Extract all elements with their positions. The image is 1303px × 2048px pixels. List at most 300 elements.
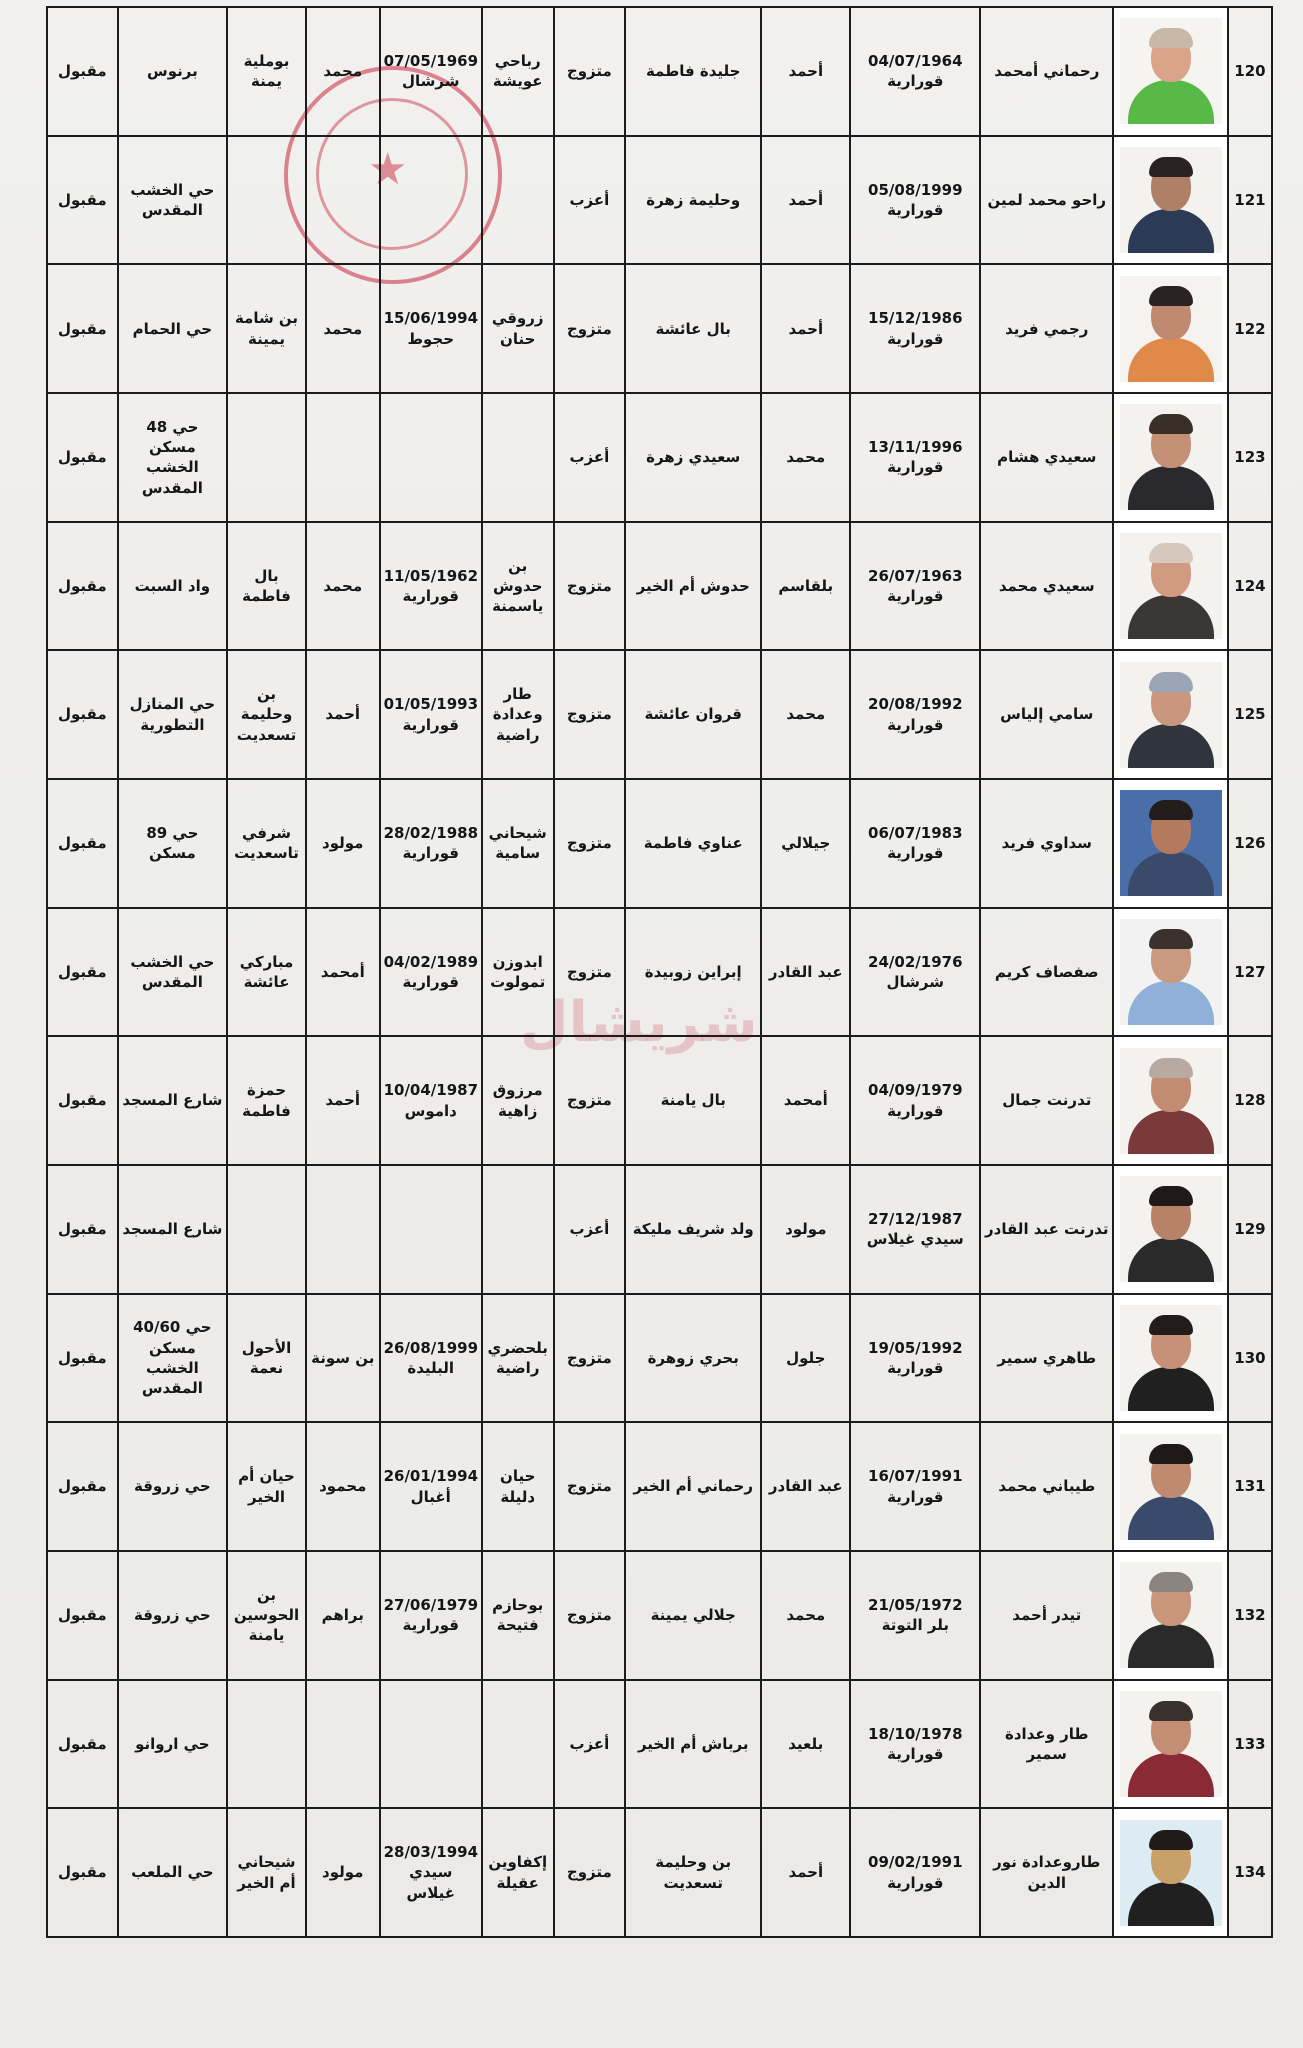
row-number-cell	[1228, 1551, 1272, 1680]
father-name-cell	[761, 522, 850, 651]
spouse-father-cell	[306, 1422, 380, 1551]
decision-text: مقبول	[57, 448, 107, 467]
spouse-birth-cell	[380, 650, 482, 779]
spouse-birth-place: داموس	[404, 1101, 457, 1120]
mother-name-cell	[625, 779, 761, 908]
photo-shirt	[1128, 852, 1214, 896]
row-number-text: 125	[1234, 705, 1266, 724]
spouse-father-text: محمد	[323, 576, 363, 595]
spouse-mother-text: مباركي عائشة	[239, 952, 294, 991]
spouse-mother-text: شرفي تاسعديت	[234, 824, 299, 863]
full-name-text: راحو محمد لمين	[987, 190, 1107, 209]
spouse-mother-cell	[227, 393, 306, 522]
photo-shirt	[1128, 981, 1214, 1025]
father-name-cell	[761, 7, 850, 136]
spouse-father-text: أمحمد	[320, 962, 365, 981]
mother-name-cell	[625, 264, 761, 393]
person-photo	[1120, 1305, 1222, 1411]
row-number-cell	[1228, 779, 1272, 908]
address-text: حي الخشب المقدس	[130, 952, 215, 991]
father-name-text: محمد	[786, 448, 826, 467]
mother-name-text: حدوش أم الخير	[636, 576, 750, 595]
spouse-name-cell	[482, 908, 554, 1037]
address-text: حي زروقة	[133, 1477, 211, 1496]
decision-cell	[47, 650, 118, 779]
birth-date-text: 13/11/1996	[868, 438, 963, 457]
row-number-cell	[1228, 136, 1272, 265]
birth-cell	[850, 7, 980, 136]
decision-text: مقبول	[57, 319, 107, 338]
person-photo	[1120, 1176, 1222, 1282]
row-number-text: 133	[1234, 1734, 1266, 1753]
table-row	[47, 393, 1272, 522]
spouse-mother-cell	[227, 1294, 306, 1423]
birth-place-text: قورارية	[887, 458, 944, 477]
photo-shirt	[1128, 338, 1214, 382]
full-name-cell	[980, 908, 1113, 1037]
spouse-father-cell	[306, 393, 380, 522]
spouse-birth-date: 26/01/1994	[383, 1467, 479, 1486]
row-number-text: 124	[1234, 576, 1266, 595]
marital-status-cell	[554, 393, 626, 522]
table-row	[47, 264, 1272, 393]
address-text: حي 40/60 مسكن الخشب المقدس	[133, 1318, 212, 1398]
marital-status-text: متزوج	[566, 1091, 612, 1110]
photo-hair	[1149, 1830, 1193, 1850]
father-name-text: محمد	[786, 705, 826, 724]
address-cell	[118, 1680, 228, 1809]
spouse-name-cell	[482, 1422, 554, 1551]
spouse-mother-cell	[227, 1422, 306, 1551]
spouse-name-cell	[482, 1294, 554, 1423]
decision-cell	[47, 908, 118, 1037]
spouse-name-cell	[482, 650, 554, 779]
person-photo	[1120, 1691, 1222, 1797]
spouse-birth-date: 01/05/1993	[383, 695, 479, 714]
spouse-father-cell	[306, 1165, 380, 1294]
birth-cell	[850, 1808, 980, 1937]
row-number-cell	[1228, 7, 1272, 136]
spouse-father-cell	[306, 908, 380, 1037]
full-name-cell	[980, 1165, 1113, 1294]
address-text: حي 89 مسكن	[146, 824, 199, 863]
decision-cell	[47, 7, 118, 136]
marital-status-text: متزوج	[566, 1606, 612, 1625]
address-text: شارع المسجد	[122, 1091, 223, 1110]
marital-status-text: أعزب	[569, 190, 610, 209]
spouse-father-text: براهم	[321, 1606, 364, 1625]
marital-status-cell	[554, 7, 626, 136]
full-name-cell	[980, 650, 1113, 779]
decision-cell	[47, 1036, 118, 1165]
father-name-cell	[761, 1036, 850, 1165]
birth-place-text: قورارية	[887, 844, 944, 863]
birth-cell	[850, 779, 980, 908]
spouse-mother-cell	[227, 1680, 306, 1809]
father-name-cell	[761, 1551, 850, 1680]
mother-name-cell	[625, 1165, 761, 1294]
address-cell	[118, 1551, 228, 1680]
row-number-text: 123	[1234, 448, 1266, 467]
spouse-birth-cell	[380, 522, 482, 651]
spouse-birth-place: شرشال	[402, 72, 460, 91]
birth-place-text: قورارية	[887, 72, 944, 91]
spouse-name-cell	[482, 779, 554, 908]
address-cell	[118, 650, 228, 779]
decision-text: مقبول	[57, 1220, 107, 1239]
decision-text: مقبول	[57, 1606, 107, 1625]
photo-hair	[1149, 1444, 1193, 1464]
father-name-cell	[761, 1808, 850, 1937]
spouse-mother-cell	[227, 7, 306, 136]
address-cell	[118, 136, 228, 265]
spouse-mother-text: حمزة فاطمة	[242, 1081, 291, 1120]
decision-text: مقبول	[57, 705, 107, 724]
birth-date-text: 19/05/1992	[868, 1338, 963, 1357]
address-text: حي الخشب المقدس	[130, 180, 215, 219]
spouse-mother-cell	[227, 908, 306, 1037]
decision-text: مقبول	[57, 962, 107, 981]
table-row	[47, 1680, 1272, 1809]
mother-name-text: عناوي فاطمة	[643, 834, 743, 853]
birth-date-text: 15/12/1986	[868, 309, 963, 328]
spouse-name-text: رباحي عويشة	[492, 52, 543, 91]
full-name-cell	[980, 7, 1113, 136]
decision-text: مقبول	[57, 1091, 107, 1110]
photo-cell	[1113, 1551, 1228, 1680]
marital-status-text: متزوج	[566, 705, 612, 724]
decision-text: مقبول	[57, 834, 107, 853]
row-number-cell	[1228, 1422, 1272, 1551]
address-cell	[118, 264, 228, 393]
row-number-text: 128	[1234, 1091, 1266, 1110]
spouse-mother-cell	[227, 136, 306, 265]
birth-cell	[850, 1036, 980, 1165]
table-row	[47, 1551, 1272, 1680]
father-name-text: أحمد	[788, 319, 824, 338]
full-name-text: طاهري سمير	[997, 1348, 1097, 1367]
mother-name-cell	[625, 650, 761, 779]
decision-cell	[47, 264, 118, 393]
birth-date-text: 26/07/1963	[868, 566, 963, 585]
spouse-name-text: بلحضري راضية	[487, 1338, 548, 1377]
decision-text: مقبول	[57, 576, 107, 595]
birth-place-text: قورارية	[887, 329, 944, 348]
spouse-name-cell	[482, 1036, 554, 1165]
mother-name-cell	[625, 7, 761, 136]
address-cell	[118, 522, 228, 651]
marital-status-cell	[554, 264, 626, 393]
person-photo	[1120, 147, 1222, 253]
spouse-birth-date: 10/04/1987	[383, 1081, 479, 1100]
photo-hair	[1149, 929, 1193, 949]
spouse-birth-date: 11/05/1962	[383, 566, 479, 585]
birth-date-text: 20/08/1992	[868, 695, 963, 714]
row-number-cell	[1228, 264, 1272, 393]
marital-status-text: أعزب	[569, 448, 610, 467]
photo-cell	[1113, 1165, 1228, 1294]
marital-status-cell	[554, 522, 626, 651]
person-photo	[1120, 1048, 1222, 1154]
row-number-text: 130	[1234, 1348, 1266, 1367]
table-row	[47, 7, 1272, 136]
birth-cell	[850, 1422, 980, 1551]
full-name-text: صفصاف كريم	[994, 962, 1099, 981]
birth-place-text: قورارية	[887, 1744, 944, 1763]
spouse-name-cell	[482, 1680, 554, 1809]
spouse-father-cell	[306, 136, 380, 265]
photo-hair	[1149, 1701, 1193, 1721]
father-name-text: بلعيد	[788, 1734, 824, 1753]
spouse-name-text: مرزوق زاهية	[492, 1081, 543, 1120]
marital-status-text: أعزب	[569, 1220, 610, 1239]
birth-cell	[850, 908, 980, 1037]
address-text: واد السبت	[134, 576, 211, 595]
decision-cell	[47, 779, 118, 908]
spouse-name-cell	[482, 1808, 554, 1937]
spouse-birth-cell	[380, 264, 482, 393]
row-number-text: 122	[1234, 319, 1266, 338]
spouse-birth-cell	[380, 908, 482, 1037]
birth-cell	[850, 1551, 980, 1680]
row-number-text: 131	[1234, 1477, 1266, 1496]
spouse-birth-place: أغبال	[410, 1487, 451, 1506]
roster-body	[47, 7, 1272, 1937]
full-name-cell	[980, 1808, 1113, 1937]
address-text: برنوس	[147, 62, 198, 81]
spouse-name-cell	[482, 1165, 554, 1294]
mother-name-text: بال عائشة	[655, 319, 731, 338]
father-name-text: محمد	[786, 1606, 826, 1625]
spouse-birth-cell	[380, 393, 482, 522]
spouse-name-text: شيحاني سامية	[488, 824, 547, 863]
photo-shirt	[1128, 1496, 1214, 1540]
photo-cell	[1113, 522, 1228, 651]
decision-text: مقبول	[57, 190, 107, 209]
marital-status-cell	[554, 779, 626, 908]
father-name-text: جلول	[786, 1348, 826, 1367]
mother-name-cell	[625, 393, 761, 522]
mother-name-text: وحليمة زهرة	[646, 190, 741, 209]
row-number-text: 127	[1234, 962, 1266, 981]
spouse-mother-cell	[227, 1808, 306, 1937]
photo-cell	[1113, 1294, 1228, 1423]
full-name-cell	[980, 264, 1113, 393]
row-number-text: 132	[1234, 1606, 1266, 1625]
birth-cell	[850, 1680, 980, 1809]
spouse-name-cell	[482, 1551, 554, 1680]
marital-status-cell	[554, 650, 626, 779]
spouse-birth-cell	[380, 1680, 482, 1809]
decision-text: مقبول	[57, 1863, 107, 1882]
father-name-cell	[761, 908, 850, 1037]
person-photo	[1120, 18, 1222, 124]
marital-status-cell	[554, 908, 626, 1037]
mother-name-text: رحماني أم الخير	[633, 1477, 753, 1496]
decision-text: مقبول	[57, 1734, 107, 1753]
decision-cell	[47, 1422, 118, 1551]
photo-shirt	[1128, 1110, 1214, 1154]
spouse-birth-date: 27/06/1979	[383, 1595, 479, 1614]
spouse-mother-text: بن وحليمة تسعديت	[236, 685, 297, 744]
mother-name-text: برباش أم الخير	[637, 1734, 749, 1753]
spouse-father-cell	[306, 779, 380, 908]
mother-name-text: قروان عائشة	[644, 705, 742, 724]
birth-place-text: قورارية	[887, 1873, 944, 1892]
marital-status-text: متزوج	[566, 962, 612, 981]
row-number-cell	[1228, 908, 1272, 1037]
spouse-birth-cell	[380, 7, 482, 136]
birth-place-text: قورارية	[887, 200, 944, 219]
full-name-text: سامي إلياس	[1000, 705, 1094, 724]
spouse-birth-date: 26/08/1999	[383, 1338, 479, 1357]
mother-name-text: إبراين زوبيدة	[644, 962, 742, 981]
photo-shirt	[1128, 1882, 1214, 1926]
spouse-mother-text: بن الحوسين يامنة	[233, 1585, 300, 1645]
decision-cell	[47, 1551, 118, 1680]
spouse-birth-place: قورارية	[402, 844, 459, 863]
spouse-mother-text: الأحول نعمة	[241, 1338, 292, 1377]
photo-hair	[1149, 800, 1193, 820]
decision-cell	[47, 1680, 118, 1809]
photo-cell	[1113, 650, 1228, 779]
birth-date-text: 06/07/1983	[868, 824, 963, 843]
birth-date-text: 04/07/1964	[868, 52, 963, 71]
spouse-father-text: أحمد	[325, 705, 361, 724]
table-row	[47, 1165, 1272, 1294]
full-name-cell	[980, 1036, 1113, 1165]
table-row	[47, 136, 1272, 265]
mother-name-text: بن وحليمة تسعديت	[655, 1853, 732, 1892]
spouse-father-cell	[306, 1294, 380, 1423]
full-name-text: تيدر أحمد	[1012, 1606, 1082, 1625]
marital-status-cell	[554, 1165, 626, 1294]
photo-shirt	[1128, 209, 1214, 253]
birth-cell	[850, 264, 980, 393]
mother-name-cell	[625, 136, 761, 265]
photo-hair	[1149, 1186, 1193, 1206]
father-name-text: عبد القادر	[768, 962, 843, 981]
table-row	[47, 522, 1272, 651]
decision-text: مقبول	[57, 1348, 107, 1367]
marital-status-cell	[554, 1036, 626, 1165]
spouse-birth-cell	[380, 1808, 482, 1937]
watermark: شريشال	[520, 990, 758, 1055]
decision-cell	[47, 1165, 118, 1294]
row-number-cell	[1228, 1680, 1272, 1809]
mother-name-cell	[625, 1422, 761, 1551]
birth-cell	[850, 650, 980, 779]
row-number-cell	[1228, 1294, 1272, 1423]
birth-place-text: سيدي غيلاس	[866, 1230, 964, 1249]
spouse-mother-cell	[227, 779, 306, 908]
spouse-father-cell	[306, 7, 380, 136]
table-row	[47, 1808, 1272, 1937]
marital-status-cell	[554, 1808, 626, 1937]
spouse-birth-cell	[380, 1165, 482, 1294]
photo-hair	[1149, 1315, 1193, 1335]
father-name-cell	[761, 1422, 850, 1551]
photo-cell	[1113, 264, 1228, 393]
row-number-cell	[1228, 1036, 1272, 1165]
spouse-birth-cell	[380, 779, 482, 908]
father-name-cell	[761, 136, 850, 265]
mother-name-text: بحري زوهرة	[647, 1348, 739, 1367]
marital-status-text: متزوج	[566, 576, 612, 595]
spouse-father-text: مولود	[322, 1863, 364, 1882]
roster-table	[46, 6, 1273, 1938]
row-number-text: 134	[1234, 1863, 1266, 1882]
full-name-cell	[980, 779, 1113, 908]
decision-text: مقبول	[57, 62, 107, 81]
photo-cell	[1113, 393, 1228, 522]
row-number-text: 126	[1234, 834, 1266, 853]
full-name-text: تدرنت عبد القادر	[985, 1220, 1109, 1239]
full-name-text: طار وعدادة سمير	[1005, 1724, 1089, 1763]
person-photo	[1120, 1820, 1222, 1926]
spouse-father-text: محمود	[319, 1477, 367, 1496]
spouse-mother-text: بال فاطمة	[242, 566, 291, 605]
full-name-text: رحماني أمحمد	[994, 62, 1100, 81]
spouse-father-text: بن سونة	[311, 1348, 375, 1367]
spouse-father-text: محمد	[323, 62, 363, 81]
decision-cell	[47, 1808, 118, 1937]
decision-cell	[47, 1294, 118, 1423]
father-name-text: عبد القادر	[768, 1477, 843, 1496]
mother-name-cell	[625, 1551, 761, 1680]
address-text: حي اروانو	[135, 1734, 210, 1753]
mother-name-cell	[625, 1808, 761, 1937]
spouse-mother-cell	[227, 1036, 306, 1165]
full-name-cell	[980, 1422, 1113, 1551]
birth-date-text: 04/09/1979	[868, 1081, 963, 1100]
person-photo	[1120, 1562, 1222, 1668]
table-row	[47, 1294, 1272, 1423]
spouse-mother-text: بوملية يمنة	[243, 52, 290, 91]
spouse-name-cell	[482, 393, 554, 522]
father-name-text: جيلالي	[781, 834, 831, 853]
marital-status-text: متزوج	[566, 1348, 612, 1367]
photo-hair	[1149, 1572, 1193, 1592]
photo-shirt	[1128, 80, 1214, 124]
mother-name-cell	[625, 1294, 761, 1423]
spouse-father-cell	[306, 1808, 380, 1937]
spouse-name-text: طار وعدادة راضية	[492, 685, 543, 744]
address-cell	[118, 7, 228, 136]
photo-cell	[1113, 136, 1228, 265]
row-number-cell	[1228, 1165, 1272, 1294]
father-name-cell	[761, 779, 850, 908]
spouse-birth-date: 04/02/1989	[383, 952, 479, 971]
address-cell	[118, 1294, 228, 1423]
spouse-birth-date: 07/05/1969	[383, 52, 479, 71]
photo-hair	[1149, 543, 1193, 563]
mother-name-text: سعيدي زهرة	[646, 448, 741, 467]
spouse-birth-place: البليدة	[407, 1358, 455, 1377]
father-name-cell	[761, 1294, 850, 1423]
person-photo	[1120, 404, 1222, 510]
spouse-mother-cell	[227, 1551, 306, 1680]
address-text: حي 48 مسكن الخشب المقدس	[141, 417, 203, 497]
person-photo	[1120, 919, 1222, 1025]
full-name-text: طيباني محمد	[998, 1477, 1096, 1496]
father-name-text: أمحمد	[783, 1091, 828, 1110]
birth-date-text: 21/05/1972	[868, 1595, 963, 1614]
spouse-birth-date: 28/02/1988	[383, 824, 479, 843]
address-cell	[118, 779, 228, 908]
marital-status-cell	[554, 1680, 626, 1809]
mother-name-cell	[625, 1680, 761, 1809]
